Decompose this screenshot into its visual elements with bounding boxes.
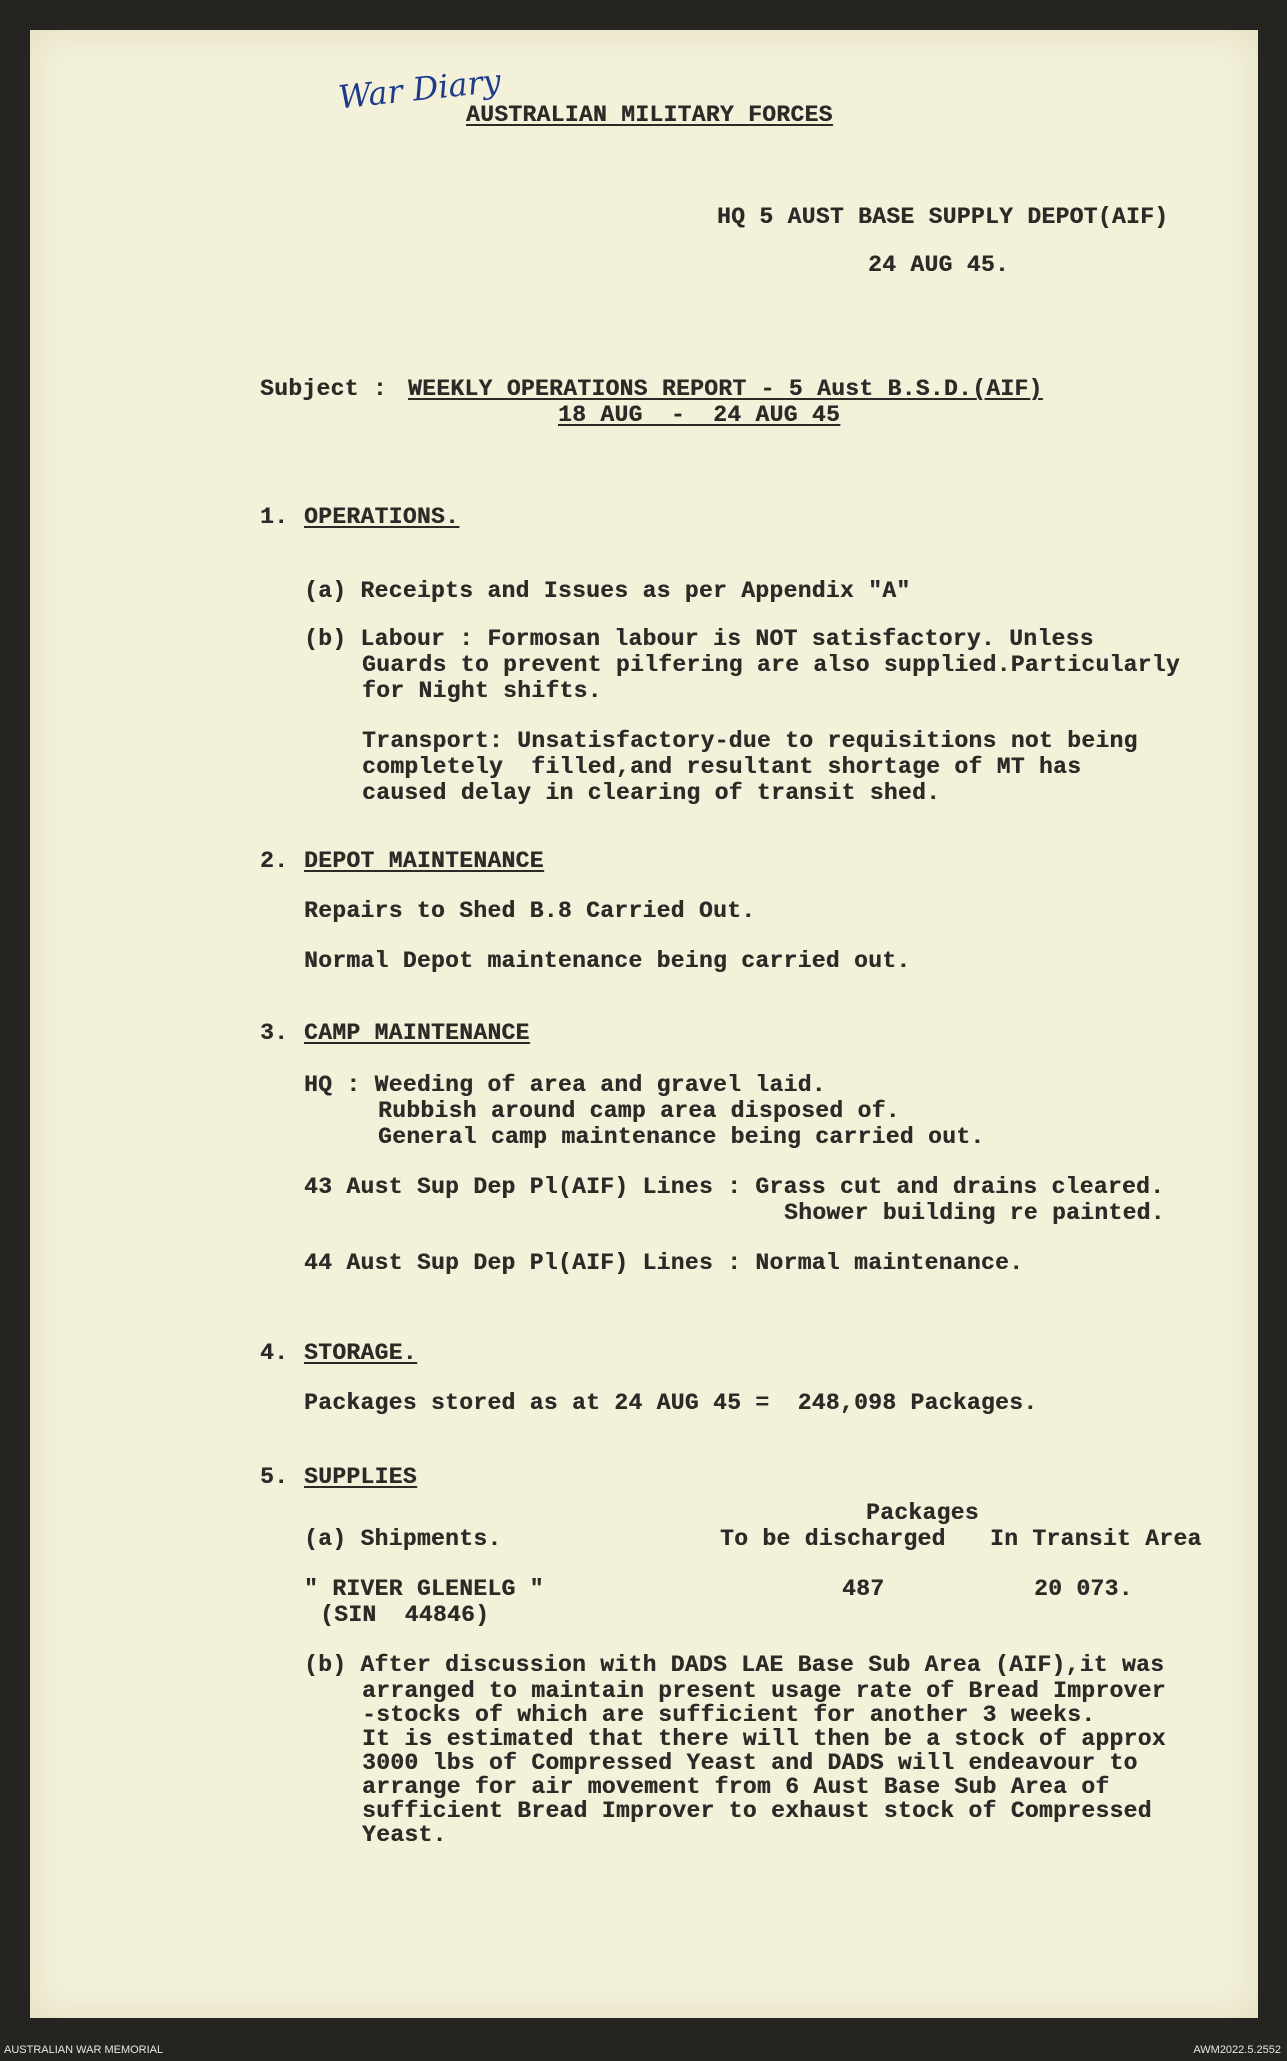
ship-name: " RIVER GLENELG " bbox=[304, 1576, 544, 1602]
footer-accession-number: AWM2022.5.2552 bbox=[1193, 2044, 1281, 2056]
supplies-b-line-3: -stocks of which are sufficient for another 3 weeks. bbox=[362, 1702, 1096, 1728]
subject-period: 18 AUG - 24 AUG 45 bbox=[558, 402, 841, 428]
labour-line-3: for Night shifts. bbox=[362, 678, 602, 704]
col-to-be-discharged: To be discharged bbox=[720, 1526, 946, 1552]
packages-heading: Packages bbox=[866, 1500, 979, 1526]
document-page bbox=[30, 30, 1258, 2018]
report-date: 24 AUG 45. bbox=[868, 252, 1010, 278]
supplies-b-line-8: Yeast. bbox=[362, 1822, 447, 1848]
section-1-heading: OPERATIONS. bbox=[304, 504, 460, 530]
shipments-label: (a) Shipments. bbox=[304, 1526, 502, 1552]
section-4-number: 4. bbox=[260, 1340, 289, 1366]
section-2-heading: DEPOT MAINTENANCE bbox=[304, 848, 544, 874]
section-1-number: 1. bbox=[260, 504, 289, 530]
transport-line-1: Transport: Unsatisfactory-due to requisitions not being bbox=[362, 728, 1138, 754]
transport-line-3: caused delay in clearing of transit shed. bbox=[362, 780, 941, 806]
hq-line-2: Rubbish around camp area disposed of. bbox=[378, 1098, 900, 1124]
value-to-be-discharged: 487 bbox=[842, 1576, 885, 1602]
section-3-heading: CAMP MAINTENANCE bbox=[304, 1020, 530, 1046]
section-5-number: 5. bbox=[260, 1464, 289, 1490]
supplies-b-line-6: arrange for air movement from 6 Aust Base Sub Area of bbox=[362, 1774, 1110, 1800]
hq-line-3: General camp maintenance being carried out. bbox=[378, 1124, 985, 1150]
labour-line-2: Guards to prevent pilfering are also supplied.Particularly bbox=[362, 652, 1180, 678]
ship-sin: (SIN 44846) bbox=[320, 1602, 490, 1628]
unit-heading: HQ 5 AUST BASE SUPPLY DEPOT(AIF) bbox=[717, 204, 1169, 230]
value-in-transit: 20 073. bbox=[1034, 1576, 1133, 1602]
footer-credit: AUSTRALIAN WAR MEMORIAL bbox=[4, 2044, 164, 2056]
storage-line: Packages stored as at 24 AUG 45 = 248,098 Packages. bbox=[304, 1390, 1038, 1416]
repairs-line: Repairs to Shed B.8 Carried Out. bbox=[304, 898, 756, 924]
subject-label: Subject : bbox=[260, 376, 387, 402]
depot-43-line-1: 43 Aust Sup Dep Pl(AIF) Lines : Grass cut and drains cleared. bbox=[304, 1174, 1165, 1200]
supplies-b-line-4: It is estimated that there will then be a stock of approx bbox=[362, 1726, 1166, 1752]
hq-line-1: HQ : Weeding of area and gravel laid. bbox=[304, 1072, 826, 1098]
depot-maintenance-line: Normal Depot maintenance being carried out. bbox=[304, 948, 911, 974]
supplies-b-line-7: sufficient Bread Improver to exhaust stock of Compressed bbox=[362, 1798, 1152, 1824]
col-in-transit-area: In Transit Area bbox=[990, 1526, 1202, 1552]
section-2-number: 2. bbox=[260, 848, 289, 874]
supplies-b-line-5: 3000 lbs of Compressed Yeast and DADS will endeavour to bbox=[362, 1750, 1138, 1776]
receipts-line: (a) Receipts and Issues as per Appendix "A" bbox=[304, 578, 911, 604]
section-3-number: 3. bbox=[260, 1020, 289, 1046]
depot-44-line: 44 Aust Sup Dep Pl(AIF) Lines : Normal maintenance. bbox=[304, 1250, 1024, 1276]
handwritten-note: War Diary bbox=[336, 61, 503, 117]
section-5-heading: SUPPLIES bbox=[304, 1464, 417, 1490]
transport-line-2: completely filled,and resultant shortage of MT has bbox=[362, 754, 1082, 780]
labour-line-1: (b) Labour : Formosan labour is NOT satisfactory. Unless bbox=[304, 626, 1094, 652]
supplies-b-line-2: arranged to maintain present usage rate of Bread Improver bbox=[362, 1678, 1166, 1704]
subject-title: WEEKLY OPERATIONS REPORT - 5 Aust B.S.D.(AIF) bbox=[408, 376, 1043, 402]
depot-43-line-2: Shower building re painted. bbox=[784, 1200, 1165, 1226]
supplies-b-line-1: (b) After discussion with DADS LAE Base Sub Area (AIF),it was bbox=[304, 1652, 1165, 1678]
org-title: AUSTRALIAN MILITARY FORCES bbox=[466, 102, 833, 128]
section-4-heading: STORAGE. bbox=[304, 1340, 417, 1366]
